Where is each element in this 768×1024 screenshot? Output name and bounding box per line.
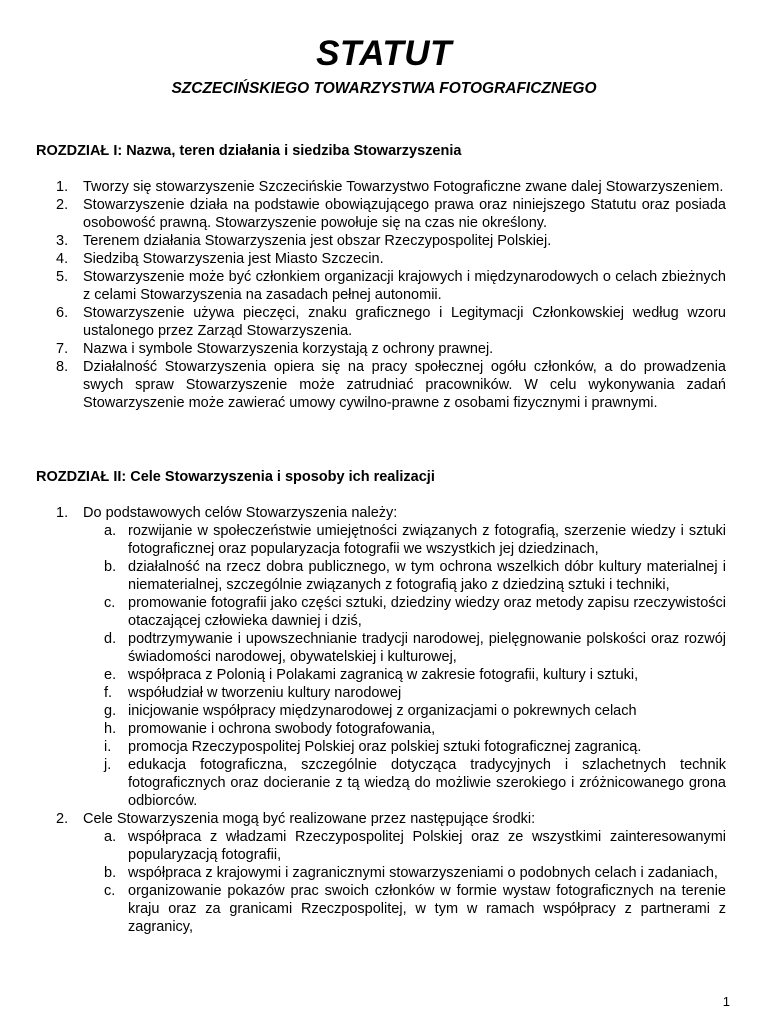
sublist-item (83, 666, 726, 684)
chapter-2-list (36, 504, 726, 936)
list-item (36, 268, 726, 304)
list-item (36, 810, 726, 936)
item-text: Terenem działania Stowarzyszenia jest obszar Rzeczypospolitej Polskiej. (83, 233, 552, 249)
item-letter: i. (104, 739, 112, 755)
item-number: 7. (56, 341, 69, 357)
list-item (36, 358, 726, 412)
item-letter: b. (104, 865, 117, 881)
sublist-item (83, 558, 726, 594)
sublist-item (83, 882, 726, 936)
sublist-item (83, 738, 726, 756)
item-number: 2. (56, 811, 69, 827)
item-letter: c. (104, 883, 116, 899)
item-text: inicjowanie współpracy międzynarodowej z organizacjami o pokrewnych celach (128, 703, 637, 719)
chapter-1-list (36, 178, 726, 412)
item-number: 3. (56, 233, 69, 249)
item-letter: e. (104, 667, 117, 683)
item-text: promowanie i ochrona swobody fotografowania, (128, 721, 436, 737)
item-text: współpraca z krajowymi i zagranicznymi stowarzyszeniami o podobnych celach i zadaniach, (128, 865, 718, 881)
sublist-item (83, 522, 726, 558)
document-subtitle: SZCZECIŃSKIEGO TOWARZYSTWA FOTOGRAFICZNEGO (171, 80, 597, 97)
list-item (36, 504, 726, 810)
item-text: rozwijanie w społeczeństwie umiejętności związanych z fotografią, szerzenie wiedzy i sztuki fotograficznej oraz popularyzacja fotografii we wszystkich jej dziedzinach, (128, 523, 726, 557)
item-number: 4. (56, 251, 69, 267)
item-text: współpraca z Polonią i Polakami zagranicą w zakresie fotografii, kultury i sztuki, (128, 667, 639, 683)
item-text: współudział w tworzeniu kultury narodowej (128, 685, 402, 701)
item-text: Do podstawowych celów Stowarzyszenia należy: (83, 505, 398, 521)
item-text: Działalność Stowarzyszenia opiera się na pracy społecznej ogółu członków, a do prowadzenia swych spraw Stowarzyszenie może zatrudniać pracowników. W celu wykonywania zadań Stowarzyszenie może zawierać umowy cywilno-prawne z osobami fizycznymi i prawnymi. (83, 359, 726, 411)
sublist-item (83, 720, 726, 738)
list-item (36, 178, 726, 196)
sublist-item (83, 594, 726, 630)
sublist-item (83, 828, 726, 864)
item-letter: j. (104, 757, 112, 773)
item-text: działalność na rzecz dobra publicznego, w tym ochrona wszelkich dóbr kultury materialnej i niematerialnej, szczególnie związanych z fotografią jako z dziedziną sztuki i techniki, (128, 559, 726, 593)
item-letter: a. (104, 829, 117, 845)
item-text: promocja Rzeczypospolitej Polskiej oraz polskiej sztuki fotograficznej zagranicą. (128, 739, 642, 755)
item-number: 6. (56, 305, 69, 321)
sublist-item (83, 756, 726, 810)
item-letter: h. (104, 721, 117, 737)
list-item (36, 340, 726, 358)
item-number: 8. (56, 359, 69, 375)
item-text: Nazwa i symbole Stowarzyszenia korzystają z ochrony prawnej. (83, 341, 494, 357)
item-letter: f. (104, 685, 113, 701)
item-letter: a. (104, 523, 117, 539)
sublist (83, 522, 726, 810)
chapter-1-heading: ROZDZIAŁ I: Nazwa, teren działania i siedziba Stowarzyszenia (36, 143, 462, 159)
sublist (83, 828, 726, 936)
item-number: 1. (56, 179, 69, 195)
item-number: 2. (56, 197, 69, 213)
list-item (36, 250, 726, 268)
sublist-item (83, 864, 726, 882)
sublist-item (83, 630, 726, 666)
item-letter: g. (104, 703, 117, 719)
document-title: STATUT (316, 34, 452, 73)
item-text: Cele Stowarzyszenia mogą być realizowane przez następujące środki: (83, 811, 536, 827)
item-letter: d. (104, 631, 117, 647)
item-number: 5. (56, 269, 69, 285)
item-text: Tworzy się stowarzyszenie Szczecińskie Towarzystwo Fotograficzne zwane dalej Stowarzyszeniem. (83, 179, 724, 195)
item-text: współpraca z władzami Rzeczypospolitej Polskiej oraz ze wszystkimi zainteresowanymi popularyzacją fotografii, (128, 829, 726, 863)
item-text: organizowanie pokazów prac swoich członków w formie wystaw fotograficznych na terenie kraju oraz za granicami Rzeczpospolitej, w tym w ramach współpracy z partnerami z zagranicy, (128, 883, 726, 935)
item-number: 1. (56, 505, 69, 521)
list-item (36, 304, 726, 340)
sublist-item (83, 702, 726, 720)
item-text: edukacja fotograficzna, szczególnie dotycząca tradycyjnych i szlachetnych technik fotograficznych oraz docieranie z tą wiedzą do możliwie szerokiego i zróżnicowanego grona odbiorców. (128, 757, 726, 809)
list-item (36, 196, 726, 232)
item-letter: c. (104, 595, 116, 611)
item-text: promowanie fotografii jako części sztuki, dziedziny wiedzy oraz metody zapisu rzeczywistości otaczającej człowieka dawniej i dziś, (128, 595, 726, 629)
item-letter: b. (104, 559, 117, 575)
item-text: Stowarzyszenie używa pieczęci, znaku graficznego i Legitymacji Członkowskiej według wzoru ustalonego przez Zarząd Stowarzyszenia. (83, 305, 726, 339)
item-text: Siedzibą Stowarzyszenia jest Miasto Szczecin. (83, 251, 384, 267)
page-number: 1 (722, 994, 730, 1009)
list-item (36, 232, 726, 250)
sublist-item (83, 684, 726, 702)
chapter-2-heading: ROZDZIAŁ II: Cele Stowarzyszenia i sposoby ich realizacji (36, 469, 435, 485)
item-text: podtrzymywanie i upowszechnianie tradycji narodowej, pielęgnowanie polskości oraz rozwój świadomości narodowej, obywatelskiej i kulturowej, (128, 631, 726, 665)
item-text: Stowarzyszenie działa na podstawie obowiązującego prawa oraz niniejszego Statutu oraz posiada osobowość prawną. Stowarzyszenie powołuje się na czas nie określony. (83, 197, 726, 231)
item-text: Stowarzyszenie może być członkiem organizacji krajowych i międzynarodowych o celach zbieżnych z celami Stowarzyszenia na zasadach pełnej autonomii. (83, 269, 726, 303)
